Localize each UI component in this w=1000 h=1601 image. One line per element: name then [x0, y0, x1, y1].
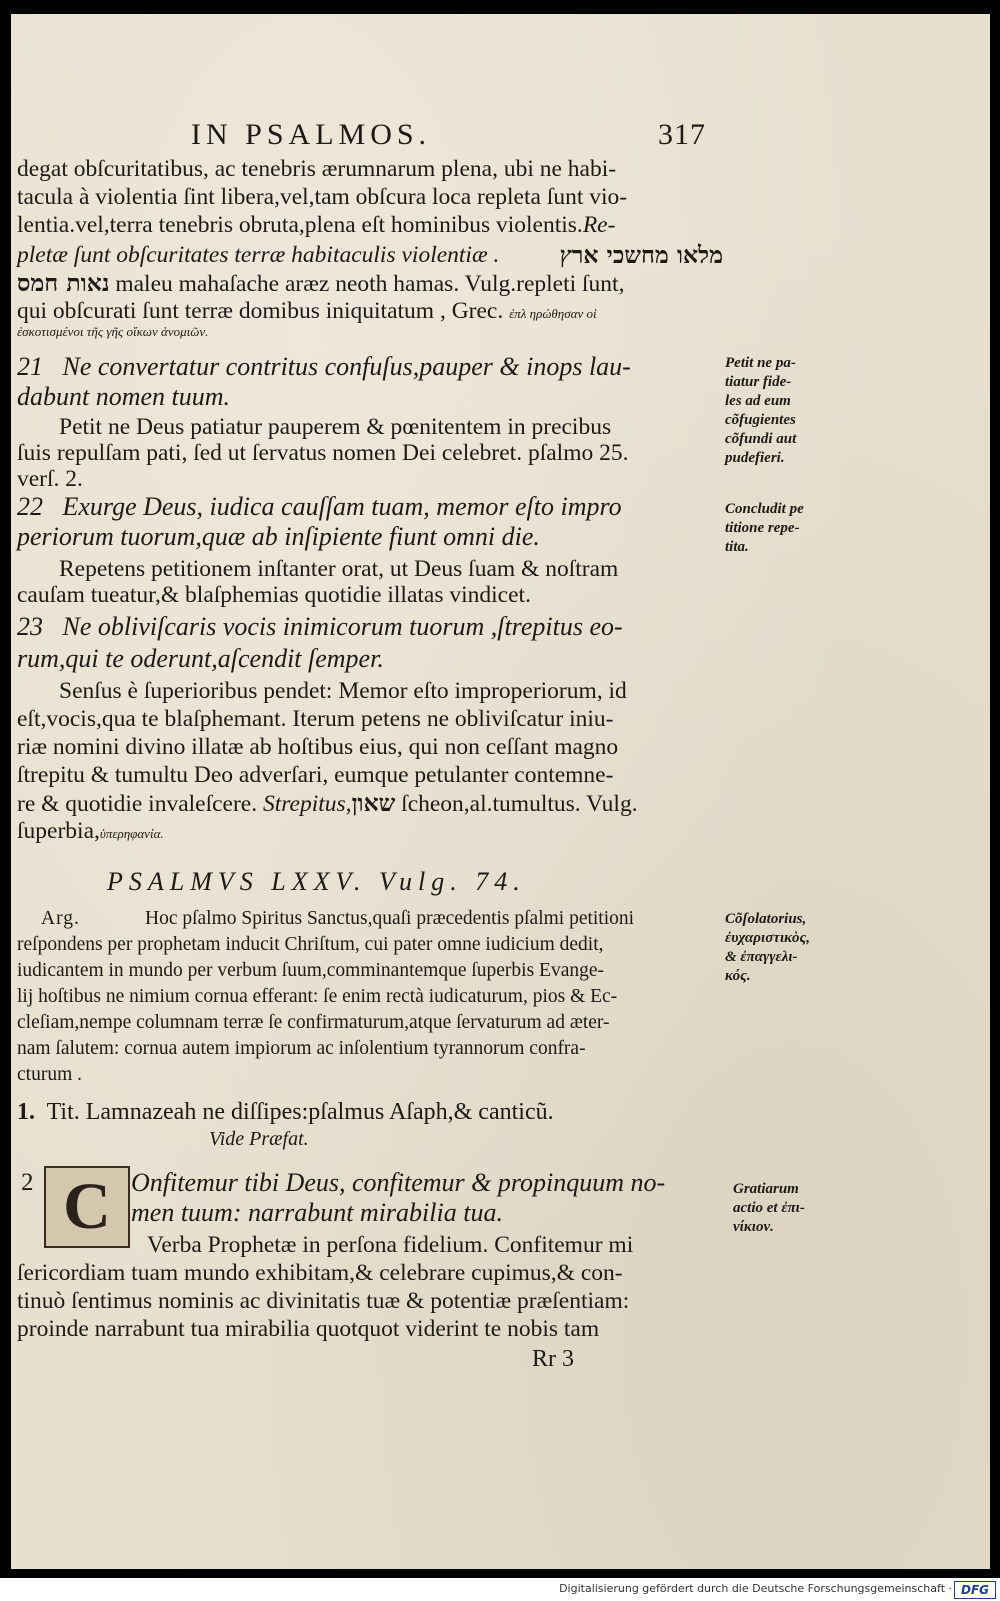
verse-line: periorum tuorum,quæ ab inſipiente fiunt omni die.	[17, 522, 540, 551]
cross-reference: Vide Præfat.	[209, 1128, 309, 1150]
margin-line: & ἐπαγγελι-	[725, 949, 798, 965]
text-line: ſuis repulſam pati, ſed ut ſervatus nomen Dei celebret. pſalmo 25.	[17, 440, 629, 466]
initial-letter: C	[63, 1170, 111, 1243]
text-line: eſt,vocis,qua te blaſphemant. Iterum petens ne obliviſcatur iniu-	[17, 706, 614, 732]
italic-span: pletæ ſunt obſcuritates terræ habitaculis violentiæ .	[17, 242, 500, 268]
margin-line: cõfugientes	[725, 412, 796, 428]
verse-text: Tit. Lamnazeah ne diſſipes:pſalmus Aſaph,& canticũ.	[46, 1099, 554, 1125]
hebrew-text: שאון	[351, 789, 396, 817]
page-number: 317	[658, 118, 706, 151]
margin-line: Concludit pe	[725, 501, 804, 517]
verse-text: Ne obliviſcaris vocis inimicorum tuorum ,ſtrepitus eo-	[62, 612, 623, 641]
margin-line: κός.	[725, 968, 751, 984]
text-span: ſuperbia,	[17, 818, 100, 844]
margin-line: pudefieri.	[725, 450, 785, 466]
text-line: Petit ne Deus patiatur pauperem & pœnitentem in precibus	[59, 414, 612, 440]
text-line	[17, 270, 624, 297]
decorated-initial	[44, 1166, 130, 1248]
text-line	[17, 298, 597, 327]
verse-line	[17, 614, 623, 640]
verse-line: Onfitemur tibi Deus, confitemur & propinquum no-	[131, 1168, 666, 1197]
text-line: degat obſcuritatibus, ac tenebris ærumnarum plena, ubi ne habi-	[17, 156, 617, 182]
margin-line: ἐυχαριστικὸς,	[725, 930, 810, 946]
argumentum-line: iudicantem in mundo per verbum ſuum,comminantemque ſuperbis Evange-	[17, 960, 605, 981]
margin-line: Petit ne pa-	[725, 355, 796, 371]
verse-line: dabunt nomen tuum.	[17, 382, 231, 411]
text-span: lentia.vel,terra tenebris obruta,plena eſt hominibus violentis.	[17, 212, 583, 238]
footer-credit: Digitalisierung gefördert durch die Deutsche Forschungsgemeinschaft ·	[559, 1582, 952, 1595]
margin-line: Cõſolatorius,	[725, 911, 807, 927]
greek-text: ὑπερηφανία.	[99, 826, 164, 841]
running-head: IN PSALMOS.	[191, 118, 432, 151]
margin-line: titione repe-	[725, 520, 800, 536]
argumentum-line: cleſiam,nempe columnam terræ ſe confirmaturum,atque ſervaturum ad æter-	[17, 1012, 610, 1033]
text-line: proinde narrabunt tua mirabilia quotquot viderint te nobis tam	[17, 1316, 600, 1342]
hebrew-text: מלאו מחשכי ארץ	[559, 241, 723, 269]
argumentum-line: cturum .	[17, 1064, 82, 1085]
verse-number: 22	[17, 492, 43, 521]
argumentum-line: Hoc pſalmo Spiritus Sanctus,quaſi præcedentis pſalmi petitioni	[145, 908, 635, 929]
book-page	[11, 14, 990, 1569]
catchword: Rr 3	[532, 1346, 574, 1372]
argumentum-line: lij hoſtibus ne nimium cornua efferant: ſe enim rectà iudicaturum, pios & Ec-	[17, 986, 618, 1007]
italic-span: Re-	[582, 212, 616, 238]
text-line: ſericordiam tuam mundo exhibitam,& celebrare cupimus,& con-	[17, 1260, 623, 1286]
greek-text: ἐσκοτισμένοι τῆς γῆς οἴκων ἀνομιῶν.	[17, 324, 209, 339]
verse-number: 21	[17, 352, 43, 381]
margin-line: actio et ἐπι-	[733, 1200, 805, 1216]
text-span: qui obſcurati ſunt terræ domibus iniquitatum , Grec.	[17, 298, 504, 324]
margin-note	[733, 1180, 805, 1237]
verse-number: 23	[17, 612, 43, 641]
psalm-title: PSALMVS LXXV. Vulg. 74.	[107, 867, 526, 896]
text-line: Senſus è ſuperioribus pendet: Memor eſto improperiorum, id	[59, 678, 627, 704]
verse-line	[17, 354, 631, 380]
margin-line: Gratiarum	[733, 1181, 799, 1197]
text-line: riæ nomini divino illatæ ab hoſtibus eius, qui non ceſſant magno	[17, 734, 619, 760]
text-span: maleu mahaſache aræz neoth hamas. Vulg.repleti ſunt,	[115, 271, 625, 297]
text-line: ſtrepitu & tumultu Deo adverſari, eumque petulanter contemne-	[17, 762, 614, 788]
verse-number: 2	[21, 1169, 34, 1196]
text-line: verſ. 2.	[17, 466, 83, 492]
text-span: re & quotidie invaleſcere.	[17, 791, 258, 817]
text-line: cauſam tueatur,& blaſphemias quotidie illatas vindicet.	[17, 582, 531, 608]
dfg-logo-icon[interactable]: DFG	[954, 1581, 996, 1599]
text-line: tinuò ſentimus nominis ac divinitatis tuæ & potentiæ præſentiam:	[17, 1288, 630, 1314]
text-line	[17, 790, 638, 817]
margin-note	[725, 354, 796, 468]
margin-line: les ad eum	[725, 393, 791, 409]
verse-line	[17, 494, 622, 520]
text-line: Verba Prophetæ in perſona fidelium. Confitemur mi	[147, 1232, 634, 1258]
verse-text: Ne convertatur contritus confuſus,pauper & inops lau-	[62, 352, 631, 381]
argumentum-label: Arg.	[41, 908, 80, 929]
footer-bar	[0, 1578, 1000, 1601]
argumentum-line: reſpondens per prophetam inducit Chriſtum, cui pater omne iudicium dedit,	[17, 934, 604, 955]
margin-line: tiatur fide-	[725, 374, 792, 390]
text-span: ſcheon,al.tumultus. Vulg.	[401, 791, 638, 817]
text-line	[17, 212, 615, 238]
margin-note	[725, 500, 804, 557]
hebrew-text: נאות חמס	[17, 269, 110, 297]
greek-text: ἐπλ ηρώθησαν οἱ	[509, 306, 597, 321]
italic-span: Strepitus,	[263, 791, 352, 817]
margin-line: νίκιον.	[733, 1219, 774, 1235]
margin-line: tita.	[725, 539, 749, 555]
verse-line: rum,qui te oderunt,aſcendit ſemper.	[17, 644, 384, 673]
text-line	[17, 818, 164, 847]
margin-line: cõfundi aut	[725, 431, 797, 447]
text-line	[17, 242, 499, 268]
argumentum-line: nam ſalutem: cornua autem impiorum ac inſolentium tyrannorum confra-	[17, 1038, 586, 1059]
verse-text: Exurge Deus, iudica cauſſam tuam, memor eſto impro	[62, 492, 622, 521]
text-line: Repetens petitionem inſtanter orat, ut Deus ſuam & noſtram	[59, 556, 619, 582]
verse-number: 1.	[17, 1099, 35, 1125]
text-line: tacula à violentia ſint libera,vel,tam obſcura loca repleta ſunt vio-	[17, 184, 628, 210]
verse-line: men tuum: narrabunt mirabilia tua.	[131, 1198, 503, 1227]
margin-note	[725, 910, 810, 986]
verse-line	[17, 1098, 554, 1126]
